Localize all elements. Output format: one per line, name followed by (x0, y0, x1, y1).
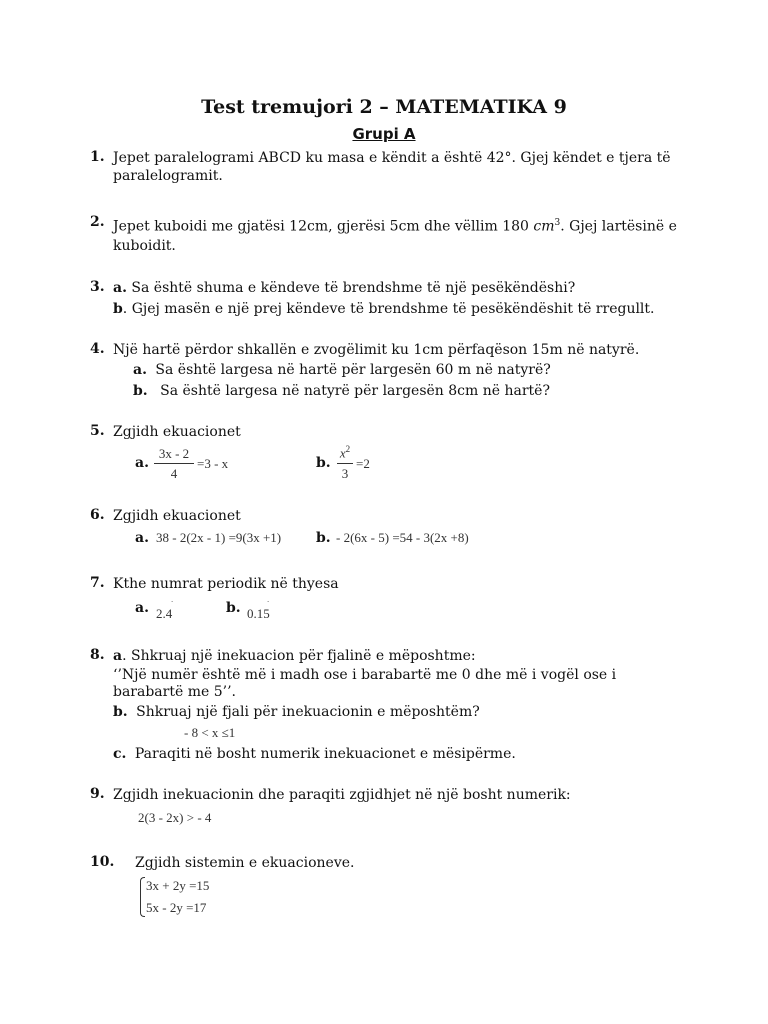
question-5b-rhs: =2 (356, 456, 370, 471)
page-subtitle: Grupi A (352, 125, 416, 143)
question-10-equation-1: 3x + 2y =15 (146, 878, 210, 893)
question-3b-label: b (113, 301, 123, 317)
question-8c-label: c. (113, 746, 127, 762)
question-8-quote-line1: ‘’Një numër është më i madh ose i barabartë me 0 dhe më i vogël ose i (113, 667, 617, 683)
question-3b (113, 300, 655, 318)
question-3a-label: a. (113, 280, 127, 296)
question-10-number: 10. (90, 854, 115, 870)
question-5a-fraction-bar (154, 463, 194, 464)
question-6-number: 6. (90, 507, 105, 523)
question-8b-text: Shkruaj një fjali për inekuacionin e mëposhtëm? (136, 704, 480, 720)
question-5a-rhs: =3 - x (197, 456, 229, 471)
question-5-number: 5. (90, 423, 105, 439)
question-4b-label: b. (133, 383, 148, 399)
question-6a-label: a. (135, 530, 149, 546)
question-4a (133, 361, 551, 379)
question-6b-label: b. (316, 530, 331, 546)
question-5b-fraction-bar (337, 463, 353, 464)
question-8a (113, 647, 476, 665)
question-8c (113, 745, 516, 763)
question-1-number: 1. (90, 149, 105, 165)
question-8-quote-line2: barabartë me 5’’. (113, 684, 236, 700)
question-8a-label: a (113, 648, 123, 664)
page-title: Test tremujori 2 – MATEMATIKA 9 (201, 96, 567, 118)
question-9-number: 9. (90, 786, 105, 802)
question-9-text: Zgjidh inekuacionin dhe paraqiti zgjidhjet në një bosht numerik: (113, 787, 571, 803)
question-5b-numerator: $x^2$ (339, 444, 351, 461)
question-10-text: Zgjidh sistemin e ekuacioneve. (135, 855, 355, 871)
question-4-text: Një hartë përdor shkallën e zvogëlimit ku 1cm përfaqëson 15m në natyrë. (113, 342, 640, 358)
question-8c-text: Paraqiti në bosht numerik inekuacionet e mësipërme. (134, 746, 516, 762)
question-4a-label: a. (133, 362, 147, 378)
question-5a-denominator: 4 (170, 466, 178, 481)
question-7a-label: a. (135, 600, 149, 616)
question-1-line2: paralelogramit. (113, 168, 223, 184)
question-5-text: Zgjidh ekuacionet (113, 424, 241, 440)
question-3b-text: . Gjej masën e një prej këndeve të brendshme të pesëkëndëshit të rregullt. (122, 301, 655, 317)
question-8-number: 8. (90, 647, 105, 663)
question-2-line1 (113, 214, 677, 236)
question-6a-expression: 38 - 2(2x - 1) =9(3x +1) (156, 530, 282, 545)
question-8a-text: . Shkruaj një inekuacion për fjalinë e mëposhtme: (122, 648, 476, 664)
question-7-number: 7. (90, 575, 105, 591)
question-4-number: 4. (90, 341, 105, 357)
question-8b-label: b. (113, 704, 128, 720)
question-7a-value: 2.4 (156, 606, 173, 621)
question-8b-expression: - 8 < x ≤1 (184, 725, 236, 740)
question-2-line2: kuboidit. (113, 238, 176, 254)
question-3-number: 3. (90, 279, 105, 295)
question-7b-value: 0.15 (247, 606, 270, 621)
question-4b (133, 382, 550, 400)
question-2-number: 2. (90, 214, 105, 230)
question-1-line1: Jepet paralelogrami ABCD ku masa e këndit a është 42°. Gjej këndet e tjera të (113, 150, 671, 166)
question-7b-repeat-dot: · (267, 598, 270, 606)
question-2-text: Jepet kuboidi me gjatësi 12cm, gjerësi 5cm dhe vëllim 180 (113, 218, 529, 235)
question-5b-denominator: 3 (341, 466, 349, 481)
question-7-text: Kthe numrat periodik në thyesa (113, 576, 339, 592)
question-2-unit: cm (533, 218, 555, 235)
question-10-equation-2: 5x - 2y =17 (146, 900, 207, 915)
question-4a-text: Sa është largesa në hartë për largesën 60 m në natyrë? (155, 362, 551, 378)
question-7b-label: b. (226, 600, 241, 616)
question-5a-numerator: 3x - 2 (158, 446, 190, 461)
question-2-unit-exponent: 3 (554, 218, 561, 228)
question-5a-label: a. (135, 455, 149, 471)
question-7a-repeat-dot: · (171, 598, 174, 606)
question-2-text-tail: . Gjej lartësinë e (560, 218, 677, 235)
question-9-expression: 2(3 - 2x) > - 4 (138, 810, 212, 825)
question-5b-label: b. (316, 455, 331, 471)
question-3a-text: Sa është shuma e këndeve të brendshme të një pesëkëndëshi? (131, 280, 576, 296)
question-6b-expression: - 2(6x - 5) =54 - 3(2x +8) (336, 530, 469, 545)
question-8b (113, 703, 480, 721)
question-3a (113, 279, 575, 297)
question-4b-text: Sa është largesa në natyrë për largesën 8cm në hartë? (160, 383, 550, 399)
question-10-system-brace (140, 877, 145, 917)
question-6-text: Zgjidh ekuacionet (113, 508, 241, 524)
